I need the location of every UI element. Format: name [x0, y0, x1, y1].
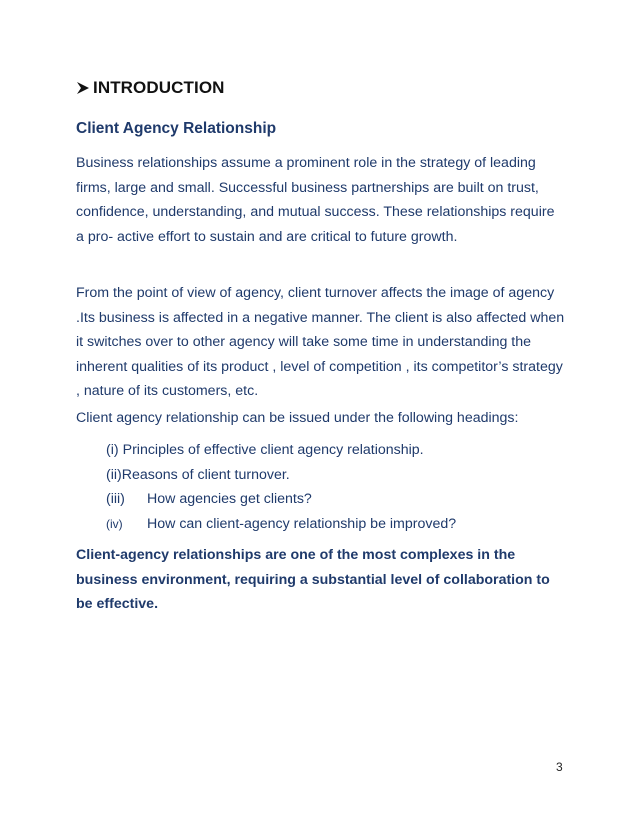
list-item-number: (iii)	[106, 491, 125, 507]
list-item	[106, 512, 456, 537]
list-item-number: (ii)	[106, 466, 122, 483]
section-heading-text: INTRODUCTION	[93, 78, 225, 97]
list-item-text: How agencies get clients?	[147, 491, 312, 507]
paragraph-1: Business relationships assume a prominent role in the strategy of leading firms, large and small. Successful business partnerships are built on trust, confidence, understanding, and mutual success. These relationships require a pro- active effort to sustain and are critical to future growth.	[76, 155, 555, 245]
list-item-number: (i)	[106, 442, 119, 458]
closing-statement: Client-agency relationships are one of the most complexes in the business environment, requiring a substantial level of collaboration to be effective.	[76, 547, 550, 612]
paragraph-2: From the point of view of agency, client turnover affects the image of agency .Its business is affected in a negative manner. The client is also affected when it switches over to other agency will take some time in understanding the inherent qualities of its product , level of competition , its competitor’s strategy , nature of its customers, etc.	[76, 285, 565, 399]
paragraph-3: Client agency relationship can be issued under the following headings:	[76, 410, 519, 426]
arrowhead-bullet-icon	[76, 81, 90, 95]
list-item	[106, 438, 456, 463]
list-item	[106, 463, 456, 488]
list-item-text: How can client-agency relationship be improved?	[147, 515, 457, 532]
list-item-number: (iv)	[106, 516, 123, 531]
page-number: 3	[556, 760, 563, 774]
headings-list	[106, 438, 456, 536]
list-item	[106, 487, 456, 512]
list-item-text: Reasons of client turnover.	[121, 466, 290, 483]
section-heading	[76, 78, 225, 98]
list-item-text: Principles of effective client agency relationship.	[122, 442, 424, 458]
subheading: Client Agency Relationship	[76, 120, 277, 137]
